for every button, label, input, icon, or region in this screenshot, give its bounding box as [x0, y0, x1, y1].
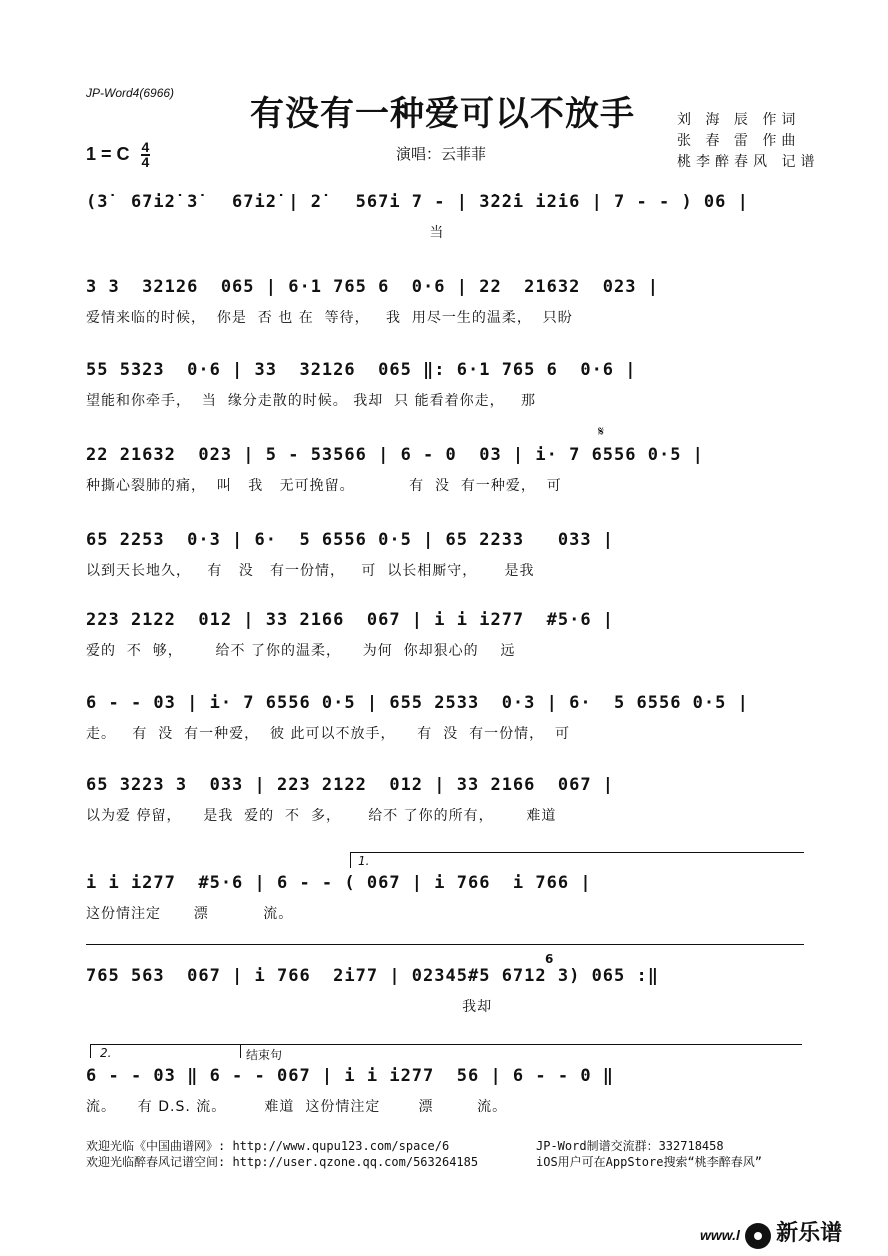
tuplet-label: 6	[545, 952, 554, 966]
score-line-6	[86, 610, 806, 660]
footer-group-info: JP-Word制谱交流群：332718458	[536, 1139, 724, 1153]
score-line-3	[86, 360, 806, 410]
score-line-4	[86, 445, 806, 495]
footer-right	[536, 1138, 762, 1170]
volta-2-label: 2.	[100, 1046, 112, 1060]
score-line-2	[86, 277, 806, 327]
notes-row: 3 3 32126 065 | 6·1 765 6 0·6 | 22 21632 023 |	[86, 277, 659, 297]
lyricist-credit: 刘 海 辰 作词	[677, 112, 801, 128]
singer-label: 演唱：云菲菲	[396, 145, 487, 163]
volta-2-edge	[90, 1044, 91, 1058]
notes-row: 65 2253 0·3 | 6· 5 6556 0·5 | 65 2233 033 |	[86, 530, 615, 550]
score-line-7	[86, 693, 806, 743]
notes-row: 22 21632 023 | 5 - 53566 | 6 - 0 03 | i· 7 6556 0·5 |	[86, 445, 704, 465]
disc-icon	[745, 1223, 771, 1249]
software-label: JP-Word4(6966)	[86, 86, 175, 100]
volta-1-edge	[350, 852, 351, 868]
lyrics-row: 以到天长地久， 有 没 有一份情， 可 以长相厮守， 是我	[86, 563, 535, 579]
watermark-logo	[700, 1216, 842, 1249]
key-label: 1 = C	[86, 143, 130, 164]
score-line-11	[86, 1066, 806, 1116]
footer-ios-info: iOS用户可在AppStore搜索“桃李醉春风”	[536, 1155, 762, 1169]
song-title: 有没有一种爱可以不放手	[250, 94, 635, 134]
watermark-brand: 新乐谱	[776, 1221, 843, 1246]
notes-row: 6 - - 03 | i· 7 6556 0·5 | 655 2533 0·3 | 6· 5 6556 0·5 |	[86, 693, 749, 713]
lyrics-row: 以为爱 停留， 是我 爱的 不 多， 给不 了你的所有， 难道	[86, 808, 557, 824]
volta-2-bracket	[90, 1044, 802, 1045]
score-line-5	[86, 530, 806, 580]
notes-row: i i i277 #5·6 | 6 - - ( 067 | i 766 i 766 |	[86, 873, 592, 893]
transcriber-credit: 桃李醉春风 记谱	[677, 154, 820, 170]
notes-row: (3̇ 67i2̇ 3̇ 67i2̇ | 2̇ 567i 7 - | 3̇2̇2̇i i2̇i6 | 7 - - ) 06 |	[86, 192, 749, 212]
watermark-site: www.l	[700, 1227, 740, 1243]
score-line-1	[86, 192, 806, 242]
lyrics-row: 这份情注定 漂 流。	[86, 906, 294, 922]
lyrics-row: 望能和你牵手， 当 缘分走散的时候。 我却 只 能看着你走， 那	[86, 393, 536, 409]
volta-1-continuation	[86, 944, 804, 945]
key-signature	[86, 141, 150, 169]
notes-row: 6 - - 03 ‖ 6 - - 067 | i i i277 56 | 6 - - 0 ‖	[86, 1066, 615, 1086]
time-numerator: 4	[141, 139, 150, 155]
volta-1-label: 1.	[358, 854, 370, 868]
notes-row: 65 3223 3 033 | 223 2122 012 | 33 2166 067 |	[86, 775, 615, 795]
score-line-8	[86, 775, 806, 825]
composer-credit: 张 春 雷 作曲	[677, 133, 801, 149]
lyrics-row: 爱情来临的时候， 你是 否 也 在 等待， 我 用尽一生的温柔， 只盼	[86, 310, 573, 326]
lyrics-row: 我却	[86, 999, 493, 1015]
ending-label: 结束句	[246, 1048, 283, 1062]
footer-left	[86, 1138, 478, 1170]
segno-sign: 𝄋	[598, 424, 605, 440]
footer-link-qzone[interactable]: 欢迎光临醉春风记谱空间: http://user.qzone.qq.com/563264185	[86, 1155, 479, 1169]
lyrics-row: 爱的 不 够， 给不 了你的温柔， 为何 你却狠心的 远	[86, 643, 516, 659]
lyrics-row: 种撕心裂肺的痛， 叫 我 无可挽留。 有 没 有一种爱， 可	[86, 478, 562, 494]
notes-row: 765 563 067 | i 766 2i77 | 02345#5 6712 3) 065 :‖	[86, 966, 659, 986]
time-signature	[141, 141, 151, 169]
score-line-10	[86, 966, 806, 1016]
lyrics-row: 走。 有 没 有一种爱， 彼 此可以不放手， 有 没 有一份情， 可	[86, 726, 571, 742]
time-denominator: 4	[141, 154, 150, 170]
volta-1-bracket	[350, 852, 804, 853]
notes-row: 223 2122 012 | 33 2166 067 | i i i277 #5·6 |	[86, 610, 615, 630]
lyrics-row: 当	[86, 225, 445, 241]
notes-row: 55 5323 0·6 | 33 32126 065 ‖: 6·1 765 6 0·6 |	[86, 360, 637, 380]
footer-link-qupu[interactable]: 欢迎光临《中国曲谱网》: http://www.qupu123.com/space/6	[86, 1139, 450, 1153]
coda-edge	[240, 1044, 241, 1058]
credits-block	[677, 110, 819, 173]
score-line-9	[86, 873, 806, 923]
lyrics-row: 流。 有 D.S. 流。 难道 这份情注定 漂 流。	[86, 1099, 508, 1115]
